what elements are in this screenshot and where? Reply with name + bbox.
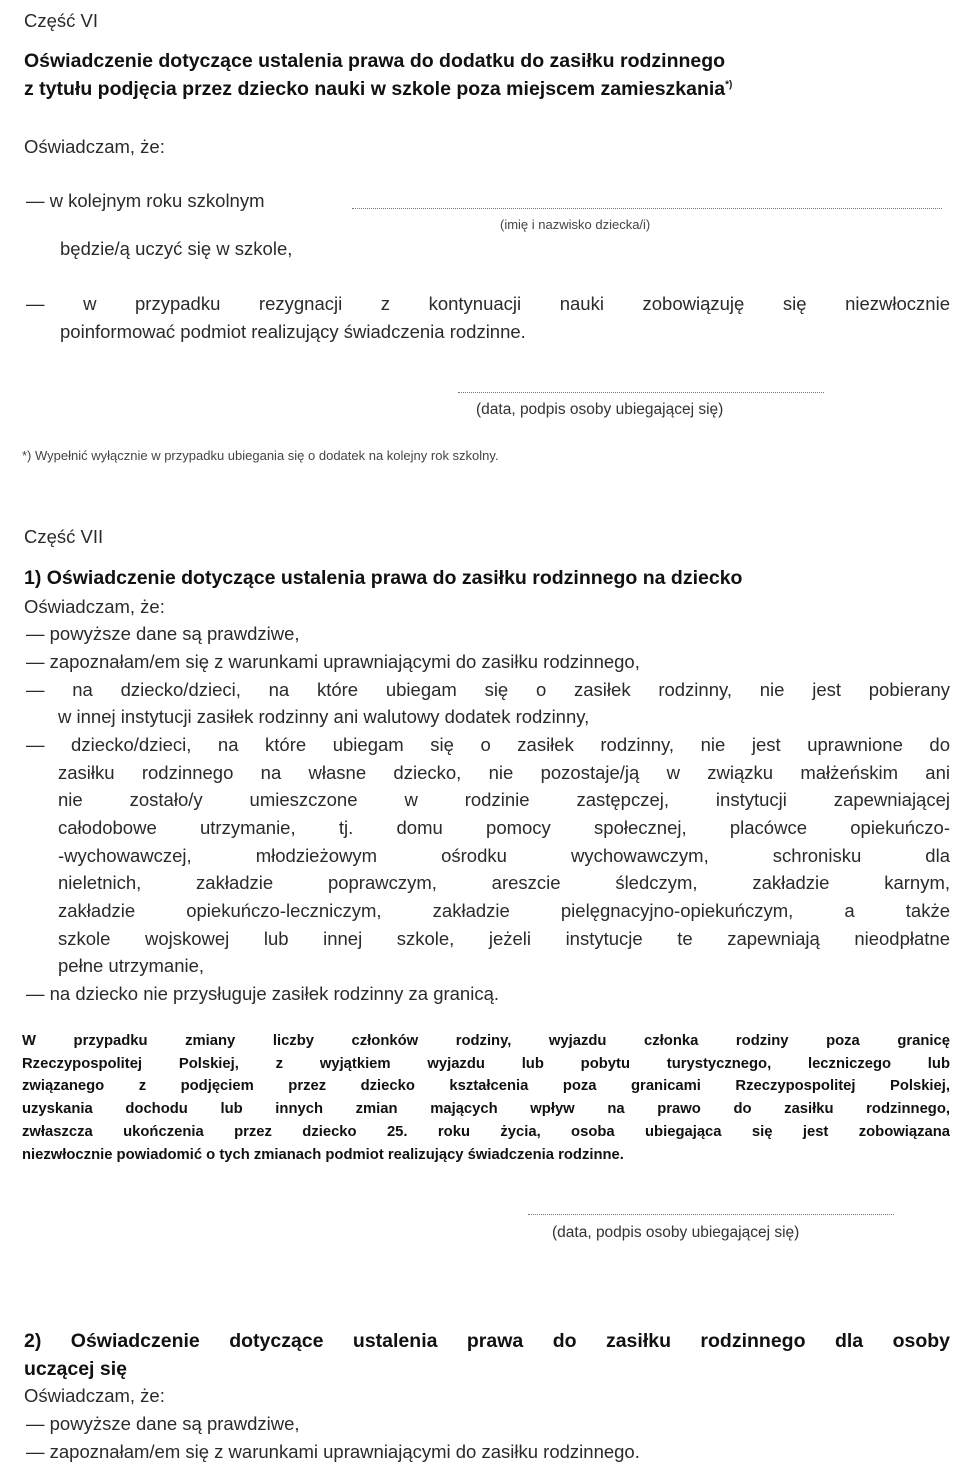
s1-line: zakładzie opiekuńczo-leczniczym, zakładzie pielęgnacyjno-opiekuńczym, a także <box>58 900 950 921</box>
s2-line: — zapoznałam/em się z warunkami uprawniającymi do zasiłku rodzinnego. <box>26 1441 640 1462</box>
notice-line: niezwłocznie powiadomić o tych zmianach podmiot realizujący świadczenia rodzinne. <box>22 1147 624 1163</box>
part7-s2-declare: Oświadczam, że: <box>24 1385 165 1406</box>
part6-item2-line1: — w przypadku rezygnacji z kontynuacji nauki zobowiązuję się niezwłocznie <box>26 293 950 314</box>
part7-signature-field[interactable] <box>528 1214 894 1215</box>
s1-line: — powyższe dane są prawdziwe, <box>26 623 300 644</box>
s1-line: — zapoznałam/em się z warunkami uprawniającymi do zasiłku rodzinnego, <box>26 651 640 672</box>
s1-line: nie zostało/y umieszczone w rodzinie zastępczej, instytucji zapewniającej <box>58 789 950 810</box>
part7-s2-title-line2: uczącej się <box>24 1358 127 1380</box>
part7-signature-caption: (data, podpis osoby ubiegającej się) <box>552 1224 800 1241</box>
s1-line: — na dziecko/dzieci, na które ubiegam się o zasiłek rodzinny, nie jest pobierany <box>26 679 950 700</box>
part6-title-line1: Oświadczenie dotyczące ustalenia prawa do dodatku do zasiłku rodzinnego <box>24 50 726 72</box>
s1-line: pełne utrzymanie, <box>58 955 205 976</box>
part7-s2-title-line1: 2) Oświadczenie dotyczące ustalenia prawa do zasiłku rodzinnego dla osoby <box>24 1330 950 1352</box>
s1-line: w innej instytucji zasiłek rodzinny ani walutowy dodatek rodzinny, <box>58 706 590 727</box>
part6-title-line2-text: z tytułu podjęcia przez dziecko nauki w szkole poza miejscem zamieszkania <box>24 78 726 100</box>
s1-line: — na dziecko nie przysługuje zasiłek rodzinny za granicą. <box>26 983 500 1004</box>
s1-line: zasiłku rodzinnego na własne dziecko, nie pozostaje/ją w związku małżeńskim ani <box>58 762 950 783</box>
notice-line: W przypadku zmiany liczby członków rodziny, wyjazdu członka rodziny poza granicę <box>22 1033 950 1049</box>
s1-line: nieletnich, zakładzie poprawczym, areszcie śledczym, zakładzie karnym, <box>58 872 950 893</box>
part6-signature-field[interactable] <box>458 392 824 393</box>
part6-heading: Część VI <box>24 10 99 31</box>
part6-item1-cont: będzie/ą uczyć się w szkole, <box>60 238 293 259</box>
s2-line: — powyższe dane są prawdziwe, <box>26 1413 300 1434</box>
part6-item1-caption: (imię i nazwisko dziecka/i) <box>500 217 651 232</box>
part6-footnote: *) Wypełnić wyłącznie w przypadku ubiegania się o dodatek na kolejny rok szkolny. <box>22 448 499 463</box>
part6-signature-caption: (data, podpis osoby ubiegającej się) <box>476 401 724 418</box>
notice-line: zwłaszcza ukończenia przez dziecko 25. roku życia, osoba ubiegająca się jest zobowiązana <box>22 1124 950 1140</box>
child-name-field[interactable] <box>352 208 942 209</box>
notice-line: związanego z podjęciem przez dziecko kształcenia poza granicami Rzeczypospolitej Polskiej, <box>22 1078 950 1094</box>
s1-line: szkole wojskowej lub innej szkole, jeżeli instytucje te zapewniają nieodpłatne <box>58 928 950 949</box>
s1-line: -wychowawczej, młodzieżowym ośrodku wychowawczym, schronisku dla <box>58 845 950 866</box>
part6-declare: Oświadczam, że: <box>24 136 165 157</box>
part6-item2-line2: poinformować podmiot realizujący świadczenia rodzinne. <box>60 321 526 342</box>
part7-s1-title: 1) Oświadczenie dotyczące ustalenia prawa do zasiłku rodzinnego na dziecko <box>24 567 743 589</box>
part7-heading: Część VII <box>24 526 104 547</box>
part6-item1-prefix: — w kolejnym roku szkolnym <box>26 190 265 211</box>
s1-line: całodobowe utrzymanie, tj. domu pomocy społecznej, placówce opiekuńczo- <box>58 817 950 838</box>
part6-title-sup: *) <box>725 79 733 91</box>
part6-title-line2 <box>24 78 732 101</box>
notice-line: uzyskania dochodu lub innych zmian mających wpływ na prawo do zasiłku rodzinnego, <box>22 1101 950 1117</box>
part7-s1-declare: Oświadczam, że: <box>24 596 165 617</box>
s1-line: — dziecko/dzieci, na które ubiegam się o zasiłek rodzinny, nie jest uprawnione do <box>26 734 950 755</box>
notice-line: Rzeczypospolitej Polskiej, z wyjątkiem wyjazdu lub pobytu turystycznego, leczniczego lub <box>22 1056 950 1072</box>
